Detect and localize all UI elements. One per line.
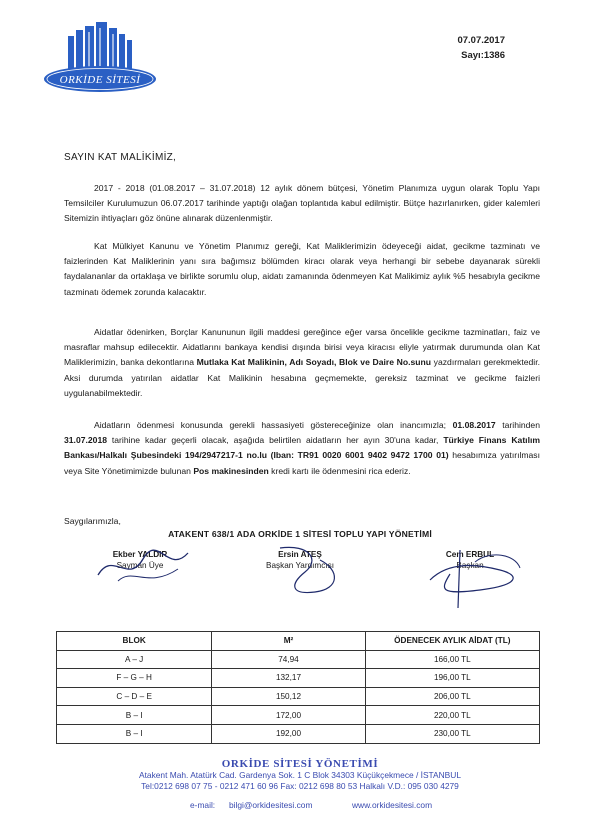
signer-name: Ersin ATEŞ <box>278 550 322 559</box>
signer-name: Cem ERBUL <box>445 550 495 559</box>
cell-area: 172,00 <box>212 706 365 725</box>
cell-block: C – D – E <box>57 687 212 706</box>
footer <box>0 758 600 792</box>
table-row <box>57 687 540 706</box>
footer-address: Atakent Mah. Atatürk Cad. Gardenya Sok. 1 C Blok 34303 Küçükçekmece / İSTANBUL <box>139 770 461 780</box>
table-row <box>57 669 540 688</box>
letter-ref-number: Sayı:1386 <box>461 50 505 61</box>
footer-phones: Tel:0212 698 07 75 - 0212 471 60 96 Fax: 0212 698 80 53 Halkalı V.D.: 095 030 4279 <box>141 780 459 791</box>
table-row <box>57 724 540 743</box>
cell-area: 74,94 <box>212 650 365 669</box>
column-header-block: BLOK <box>57 632 212 651</box>
email-link[interactable]: bilgi@orkidesitesi.com <box>229 800 313 810</box>
handwritten-signature-vice-president <box>260 540 350 600</box>
table-header-row <box>57 632 540 651</box>
paragraph-payment-rules: Aidatlar ödenirken, Borçlar Kanununun ilgili maddesi gereğince eğer varsa öncelikle gecikme tazminatları, faiz ve masraflar mahsup edilecektir. Aidatlarını bankaya kendisi dışında birisi veya kiracısı eliyle yatırmak durumunda olan Kat Maliklerimizin, banka dekontlarına Mutlaka Kat Malikinin, Adı Soyadı, Blok ve Daire No.sunu yazdırmaları gerekmektedir. Aksi durumda yatırılan aidatlar Kat Malikinin hesabına geçmemekte, gereksiz tazminat ve gecikme faizleri uygulanabilmektedir. <box>64 327 540 398</box>
cell-fee: 206,00 TL <box>365 687 539 706</box>
handwritten-signature-treasurer <box>88 545 198 591</box>
column-header-area: M² <box>212 632 365 651</box>
paragraph-bank-details: Aidatların ödenmesi konusunda gerekli hassasiyeti göstereceğinize olan inancımızla; 01.08.2017 tarihinden 31.07.2018 tarihine kadar geçerli olacak, aşağıda belirtilen aidatların her ayın 30'una kadar, Türkiye Finans Katılım Bankası/Halkalı Şubesindeki 194/2947217-1 no.lu (Iban: TR91 0020 6001 9402 9472 1700 01) hesabımıza yatırılması veya Site Yönetimimizde bulunan Pos makinesinden kredi kartı ile ödenmesini rica ederiz. <box>64 420 540 476</box>
letter-date: 07.07.2017 <box>457 35 505 46</box>
signer-role: Başkan <box>456 561 484 570</box>
table-row <box>57 706 540 725</box>
paragraph-liability: Kat Mülkiyet Kanunu ve Yönetim Planımız gereği, Kat Maliklerimizin ödeyeceği aidat, gecikme tazminatı ve faizlerinden Kat Maliklerinin yanı sıra bağımsız bölümden kiracı olarak veya herhangi bir sebebe dayanarak sürekli faydalananlar da ortaklaşa ve birlikte sorumlu olup, aidatı zamanında ödenmeyen Kat Malikimiz aylık %5 hesabıyla gecikme tazminatı ödemek zorunda kalacaktır. <box>64 241 540 297</box>
website-link[interactable]: www.orkidesitesi.com <box>352 800 433 810</box>
cell-block: F – G – H <box>57 669 212 688</box>
fee-table <box>56 631 540 744</box>
email-label: e-mail: <box>190 800 216 810</box>
salutation: SAYIN KAT MALİKİMİZ, <box>64 152 177 163</box>
footer-org-name: ORKİDE SİTESİ YÖNETİMİ <box>221 758 379 770</box>
orkide-logo <box>38 22 168 100</box>
cell-area: 150,12 <box>212 687 365 706</box>
signer-role: Başkan Yardımcısı <box>266 561 334 570</box>
cell-block: A – J <box>57 650 212 669</box>
paragraph-budget: 2017 - 2018 (01.08.2017 – 31.07.2018) 12 aylık dönem bütçesi, Yönetim Planımıza uygun olarak Toplu Yapı Temsilciler Kurulumuzun 06.07.2017 tarihinde yaptığı olağan toplantıda kabul edilmiştir. Bütçe hazırlanırken, gider kalemleri Sitemizin ihtiyaçları göz önüne alınarak düzenlenmiştir. <box>64 183 540 224</box>
letter-meta <box>457 33 505 63</box>
handwritten-signature-president <box>420 540 530 612</box>
cell-fee: 220,00 TL <box>365 706 539 725</box>
management-title: ATAKENT 638/1 ADA ORKİDE 1 SİTESİ TOPLU YAPI YÖNETİMİ <box>168 529 432 539</box>
cell-area: 192,00 <box>212 724 365 743</box>
cell-block: B – I <box>57 706 212 725</box>
signer-name: Ekber YALDIR <box>112 550 168 559</box>
cell-fee: 230,00 TL <box>365 724 539 743</box>
cell-fee: 166,00 TL <box>365 650 539 669</box>
cell-block: B – I <box>57 724 212 743</box>
table-row <box>57 650 540 669</box>
signer-role: Sayman Üye <box>116 561 164 570</box>
cell-fee: 196,00 TL <box>365 669 539 688</box>
logo-text: ORKİDE SİTESİ <box>59 74 141 86</box>
cell-area: 132,17 <box>212 669 365 688</box>
column-header-monthly-fee: ÖDENECEK AYLIK AİDAT (TL) <box>365 632 539 651</box>
closing: Saygılarımızla, <box>64 516 121 526</box>
